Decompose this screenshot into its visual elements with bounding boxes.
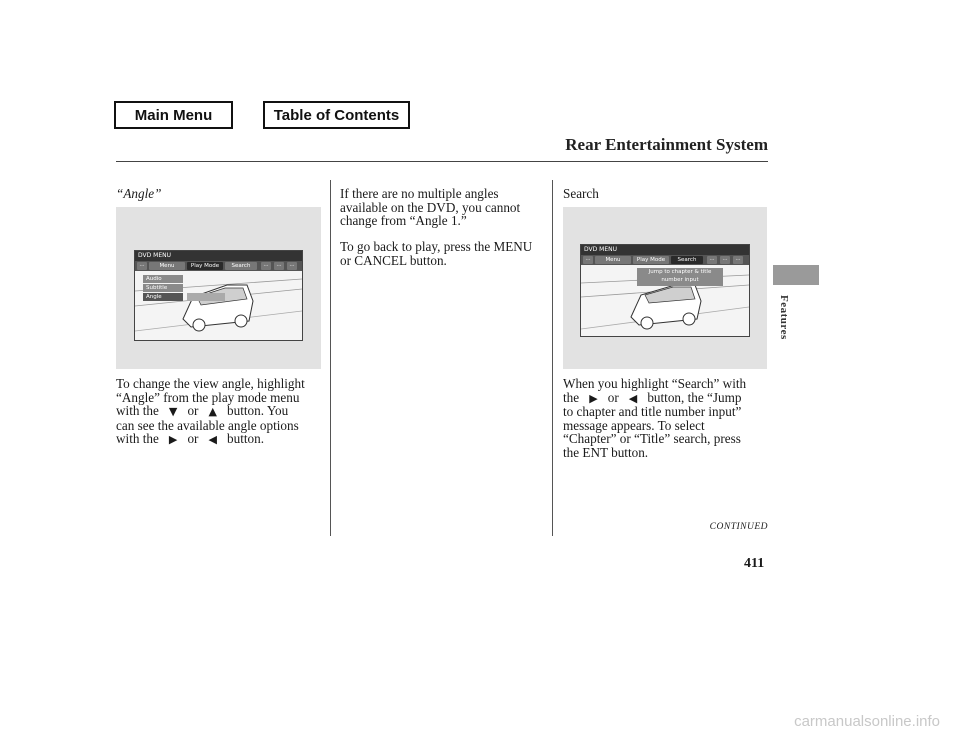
popup-subtitle[interactable]: Subtitle xyxy=(143,284,183,292)
menubar-button-blank[interactable]: ··· xyxy=(720,256,730,264)
page-number: 411 xyxy=(744,556,765,571)
side-tab-marker xyxy=(773,265,819,285)
figure-panel-angle xyxy=(116,207,321,369)
dvd-screen-search xyxy=(580,244,750,337)
up-arrow-icon: ▲ xyxy=(208,405,217,419)
left-arrow-icon: ◀ xyxy=(208,433,217,447)
angle-value-bar xyxy=(187,293,225,301)
angle-heading: “Angle” xyxy=(116,186,162,201)
jump-input-message: Jump to chapter & title number input xyxy=(637,268,723,286)
go-back-paragraph: To go back to play, press the MENU or CANCEL button. xyxy=(340,239,533,268)
section-title: Rear Entertainment System xyxy=(565,135,768,154)
dvd-menubar xyxy=(135,261,302,271)
main-menu-button[interactable]: Main Menu xyxy=(114,101,233,129)
dvd-menubar xyxy=(581,255,749,265)
no-angles-paragraph: If there are no multiple angles available on the DVD, you cannot change from “Angle 1.” xyxy=(340,186,521,229)
menubar-button-blank[interactable]: ··· xyxy=(707,256,717,264)
column-divider-2 xyxy=(552,180,553,536)
header-divider xyxy=(116,161,768,162)
menubar-play-mode[interactable]: Play Mode xyxy=(633,256,669,264)
side-label-features: Features xyxy=(778,295,790,340)
search-heading: Search xyxy=(563,186,599,201)
right-arrow-icon: ▶ xyxy=(168,433,178,447)
menubar-button-blank[interactable]: ··· xyxy=(733,256,743,264)
watermark: carmanualsonline.info xyxy=(794,713,940,730)
table-of-contents-button[interactable]: Table of Contents xyxy=(263,101,410,129)
down-arrow-icon: ▼ xyxy=(168,405,178,419)
menubar-button-blank[interactable]: ··· xyxy=(137,262,147,270)
right-arrow-icon: ▶ xyxy=(589,391,598,405)
left-arrow-icon: ◀ xyxy=(628,391,638,405)
popup-audio[interactable]: Audio xyxy=(143,275,183,283)
menubar-menu[interactable]: Menu xyxy=(149,262,185,270)
menubar-button-blank[interactable]: ··· xyxy=(583,256,593,264)
column-divider-1 xyxy=(330,180,331,536)
menubar-search[interactable]: Search xyxy=(225,262,257,270)
dvd-menu-title: DVD MENU xyxy=(135,251,302,261)
menubar-button-blank[interactable]: ··· xyxy=(274,262,284,270)
dvd-menu-title: DVD MENU xyxy=(581,245,749,255)
popup-angle[interactable]: Angle xyxy=(143,293,183,301)
menubar-menu[interactable]: Menu xyxy=(595,256,631,264)
figure-panel-search xyxy=(563,207,767,369)
menubar-search[interactable]: Search xyxy=(671,256,703,264)
dvd-screen-angle xyxy=(134,250,303,341)
menubar-play-mode[interactable]: Play Mode xyxy=(187,262,223,270)
continued-label: CONTINUED xyxy=(709,522,768,532)
menubar-button-blank[interactable]: ··· xyxy=(261,262,271,270)
search-instructions: When you highlight “Search” with the ▶ or ◀ button, the “Jump to chapter and title number input” message appears. To select “Chapter” or “Title” search, press the ENT button. xyxy=(563,376,747,460)
angle-instructions: To change the view angle, highlight “Angle” from the play mode menu with the ▼ or ▲ button. You can see the available angle options with the ▶ or ◀ button. xyxy=(116,376,305,447)
menubar-button-blank[interactable]: ··· xyxy=(287,262,297,270)
